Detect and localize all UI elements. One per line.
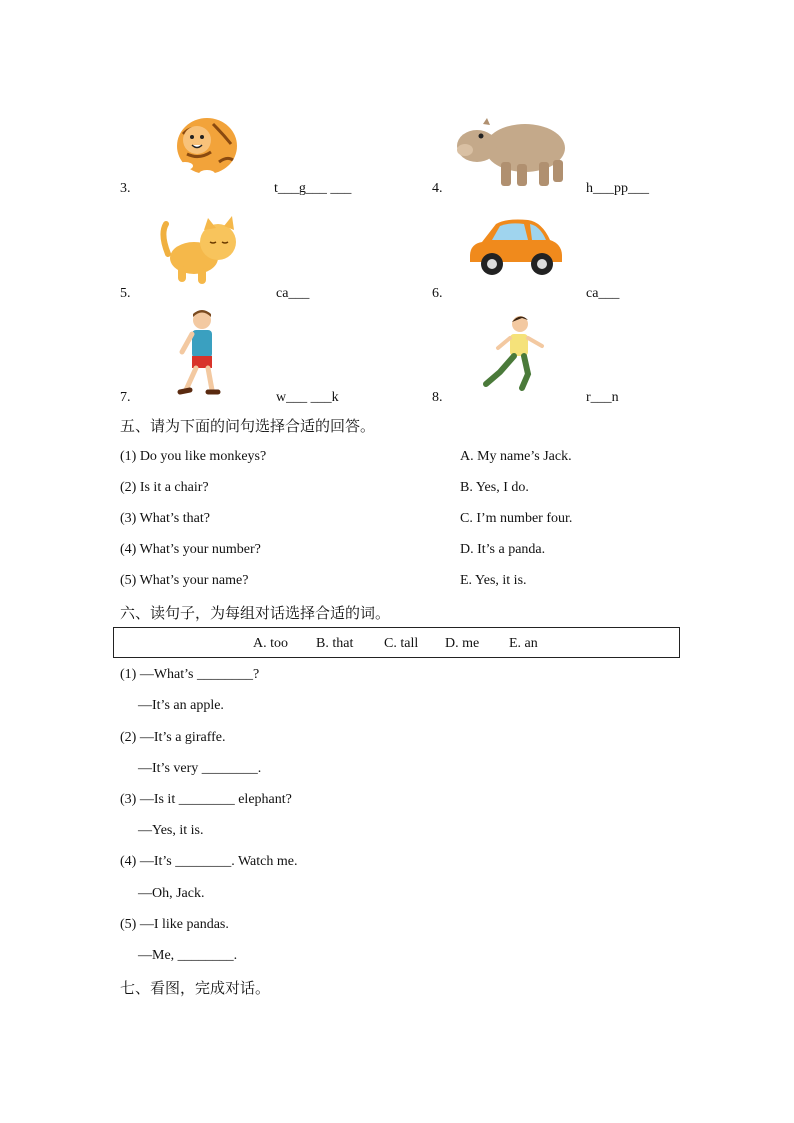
item-number: 5. bbox=[120, 286, 131, 301]
item-number: 3. bbox=[120, 181, 131, 196]
question-2: (2) Is it a chair? bbox=[120, 480, 209, 495]
dialogue-4-answer: —Oh, Jack. bbox=[138, 886, 205, 901]
word-blank: t___g___ ___ bbox=[274, 181, 352, 196]
word-options-box bbox=[113, 627, 680, 658]
word-blank: h___pp___ bbox=[586, 181, 649, 196]
dialogue-1-answer: —It’s an apple. bbox=[138, 698, 224, 713]
hippo-icon bbox=[455, 114, 573, 190]
section6-title: 六、读句子，为每组对话选择合适的词。 bbox=[120, 604, 391, 622]
question-4: (4) What’s your number? bbox=[120, 542, 261, 557]
option-c: C. tall bbox=[384, 636, 419, 651]
dialogue-3-question: (3) —Is it ________ elephant? bbox=[120, 792, 292, 807]
answer-a: A. My name’s Jack. bbox=[460, 449, 572, 464]
cat-icon bbox=[158, 214, 244, 286]
tiger-icon bbox=[163, 104, 243, 184]
item-number: 8. bbox=[432, 390, 443, 405]
answer-d: D. It’s a panda. bbox=[460, 542, 546, 557]
answer-c: C. I’m number four. bbox=[460, 511, 573, 526]
item-number: 7. bbox=[120, 390, 131, 405]
dialogue-4-question: (4) —It’s ________. Watch me. bbox=[120, 854, 298, 869]
question-3: (3) What’s that? bbox=[120, 511, 210, 526]
word-blank: r___n bbox=[586, 390, 619, 405]
item-number: 4. bbox=[432, 181, 443, 196]
walking-boy-icon bbox=[176, 308, 222, 396]
section7-title: 七、看图，完成对话。 bbox=[120, 979, 271, 997]
option-e: E. an bbox=[509, 636, 538, 651]
word-blank: ca___ bbox=[276, 286, 310, 301]
answer-b: B. Yes, I do. bbox=[460, 480, 529, 495]
dialogue-2-answer: —It’s very ________. bbox=[138, 761, 262, 776]
question-5: (5) What’s your name? bbox=[120, 573, 249, 588]
dialogue-2-question: (2) —It’s a giraffe. bbox=[120, 730, 226, 745]
dialogue-3-answer: —Yes, it is. bbox=[138, 823, 204, 838]
option-d: D. me bbox=[445, 636, 480, 651]
section5-title: 五、请为下面的问句选择合适的回答。 bbox=[120, 417, 376, 435]
car-icon bbox=[466, 216, 566, 278]
dialogue-5-question: (5) —I like pandas. bbox=[120, 917, 229, 932]
option-a: A. too bbox=[253, 636, 288, 651]
running-girl-icon bbox=[482, 312, 548, 392]
item-number: 6. bbox=[432, 286, 443, 301]
question-1: (1) Do you like monkeys? bbox=[120, 449, 267, 464]
word-blank: w___ ___k bbox=[276, 390, 339, 405]
answer-e: E. Yes, it is. bbox=[460, 573, 527, 588]
dialogue-1-question: (1) —What’s ________? bbox=[120, 667, 260, 682]
word-blank: ca___ bbox=[586, 286, 620, 301]
option-b: B. that bbox=[316, 636, 354, 651]
dialogue-5-answer: —Me, ________. bbox=[138, 948, 238, 963]
